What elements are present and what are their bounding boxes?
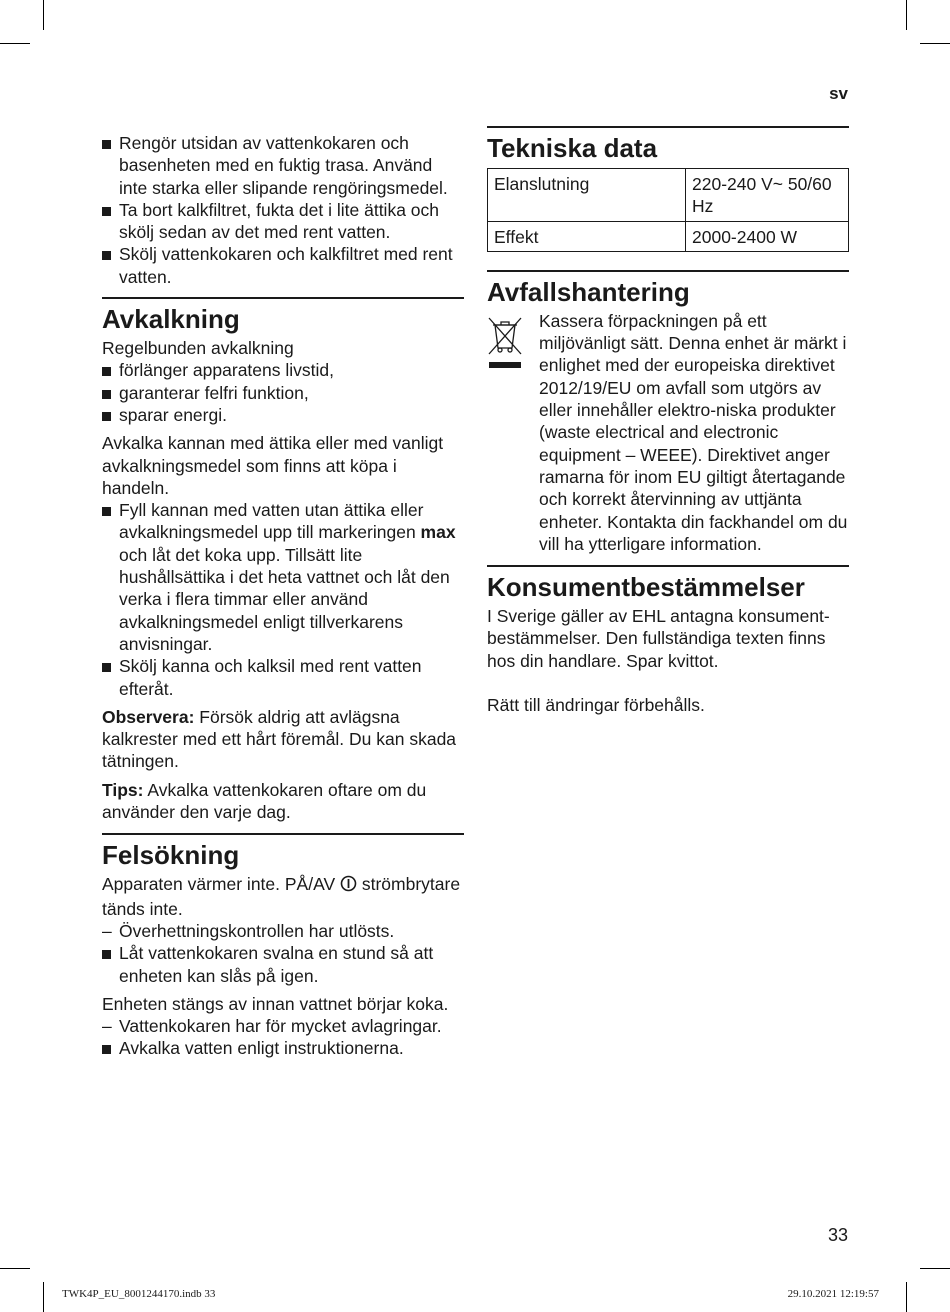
list-item: sparar energi. bbox=[102, 404, 464, 426]
footer-file: TWK4P_EU_8001244170.indb 33 bbox=[62, 1288, 216, 1300]
table-cell-label: Elanslutning bbox=[488, 169, 686, 222]
cleaning-list bbox=[102, 132, 464, 288]
language-code: sv bbox=[829, 84, 848, 103]
table-cell-value: 220-240 V~ 50/60 Hz bbox=[686, 169, 849, 222]
descaling-benefits bbox=[102, 359, 464, 426]
max-marking: max bbox=[420, 522, 456, 543]
disposal-block bbox=[487, 310, 849, 555]
technical-heading: Tekniska data bbox=[487, 133, 658, 163]
page-number: 33 bbox=[827, 1225, 848, 1245]
crop-mark bbox=[906, 1282, 907, 1312]
weee-bin-icon bbox=[487, 314, 523, 372]
descaling-paragraph: Avkalka kannan med ättika eller med vanligt avkalkningsmedel som finns att köpa i handeln. bbox=[102, 433, 444, 498]
crop-mark bbox=[906, 0, 907, 30]
problem-2: Enheten stängs av innan vattnet börjar koka. bbox=[102, 993, 449, 1014]
cause-item: – Överhettningskontrollen har utlösts. bbox=[102, 920, 464, 942]
list-item bbox=[102, 499, 464, 655]
note bbox=[102, 706, 464, 773]
tip-text: Avkalka vattenkokaren oftare om du använder den varje dag. bbox=[102, 779, 427, 823]
table-row bbox=[488, 221, 849, 251]
disposal-section bbox=[487, 270, 849, 555]
fix-list bbox=[102, 1037, 464, 1059]
descaling-intro: Regelbunden avkalkning bbox=[102, 338, 294, 359]
step-text: och låt det koka upp. Tillsätt lite hushållsättika i det heta vattnet och låt den verka i flera timmar eller använd avkalkningsmedel enligt tillverkarens anvisningar. bbox=[119, 544, 450, 654]
step-text: Fyll kannan med vatten utan ättika eller avkalkningsmedel upp till markeringen bbox=[119, 500, 424, 543]
problem-1 bbox=[102, 873, 464, 920]
problem-text: strömbrytare tänds inte. bbox=[102, 874, 461, 919]
cause-list bbox=[102, 1015, 464, 1037]
fix-list bbox=[102, 942, 464, 987]
tip bbox=[102, 779, 464, 824]
right-column bbox=[487, 126, 849, 716]
footer-date: 29.10.2021 12:19:57 bbox=[787, 1288, 879, 1300]
list-item: Ta bort kalkfiltret, fukta det i lite ättika och skölj sedan av det med rent vatten. bbox=[102, 199, 464, 244]
cause-list bbox=[102, 920, 464, 942]
list-item: Skölj vattenkokaren och kalkfiltret med rent vatten. bbox=[102, 243, 464, 288]
crop-mark bbox=[0, 1268, 30, 1269]
list-item: Rengör utsidan av vattenkokaren och basenheten med en fuktig trasa. Använd inte starka eller slipande rengöringsmedel. bbox=[102, 132, 464, 199]
tip-label: Tips: bbox=[102, 779, 144, 800]
power-icon bbox=[340, 875, 357, 897]
fix-item: Låt vattenkokaren svalna en stund så att enheten kan slås på igen. bbox=[102, 942, 464, 987]
table-row bbox=[488, 169, 849, 222]
list-item: Skölj kanna och kalksil med rent vatten efteråt. bbox=[102, 655, 464, 700]
descaling-heading: Avkalkning bbox=[102, 304, 240, 335]
consumer-text: I Sverige gäller av EHL antagna konsument-bestämmelser. Den fullständiga texten finns hos din handlare. Spar kvittot. bbox=[487, 606, 830, 671]
crop-mark bbox=[920, 43, 950, 44]
consumer-section bbox=[487, 565, 849, 716]
troubleshooting-heading: Felsökning bbox=[102, 840, 240, 871]
crop-mark bbox=[920, 1268, 950, 1269]
crop-mark bbox=[43, 0, 44, 30]
left-column bbox=[102, 132, 464, 1060]
problem-text: Apparaten värmer inte. PÅ/AV bbox=[102, 874, 340, 895]
descaling-section bbox=[102, 297, 464, 823]
note-label: Observera: bbox=[102, 706, 195, 727]
list-item: garanterar felfri funktion, bbox=[102, 382, 464, 404]
crop-mark bbox=[43, 1282, 44, 1312]
note-text: Försök aldrig att avlägsna kalkrester med ett hårt föremål. Du kan skada tätningen. bbox=[102, 706, 457, 772]
fix-item: Avkalka vatten enligt instruktionerna. bbox=[102, 1037, 464, 1059]
cause-item: – Vattenkokaren har för mycket avlagringar. bbox=[102, 1015, 464, 1037]
technical-section bbox=[487, 126, 849, 252]
crop-mark bbox=[0, 43, 30, 44]
disposal-text: Kassera förpackningen på ett miljövänligt sätt. Denna enhet är märkt i enlighet med der europeiska direktivet 2012/19/EU om avfall som utgörs av eller innehåller elektro-niska produkter (waste electrical and electronic equipment – WEEE). Direktivet anger ramarna för inom EU giltigt återtagande och korrekt återvinning av uttjänta enheter. Kontakta din fackhandel om du vill ha ytterligare information. bbox=[539, 310, 848, 554]
list-item: förlänger apparatens livstid, bbox=[102, 359, 464, 381]
consumer-heading: Konsumentbestämmelser bbox=[487, 572, 805, 603]
reserved-notice: Rätt till ändringar förbehålls. bbox=[487, 695, 705, 716]
table-cell-label: Effekt bbox=[488, 221, 686, 251]
disposal-heading: Avfallshantering bbox=[487, 276, 690, 307]
table-cell-value: 2000-2400 W bbox=[686, 221, 849, 251]
descaling-steps bbox=[102, 499, 464, 700]
troubleshooting-section bbox=[102, 833, 464, 1059]
technical-table bbox=[487, 168, 849, 252]
